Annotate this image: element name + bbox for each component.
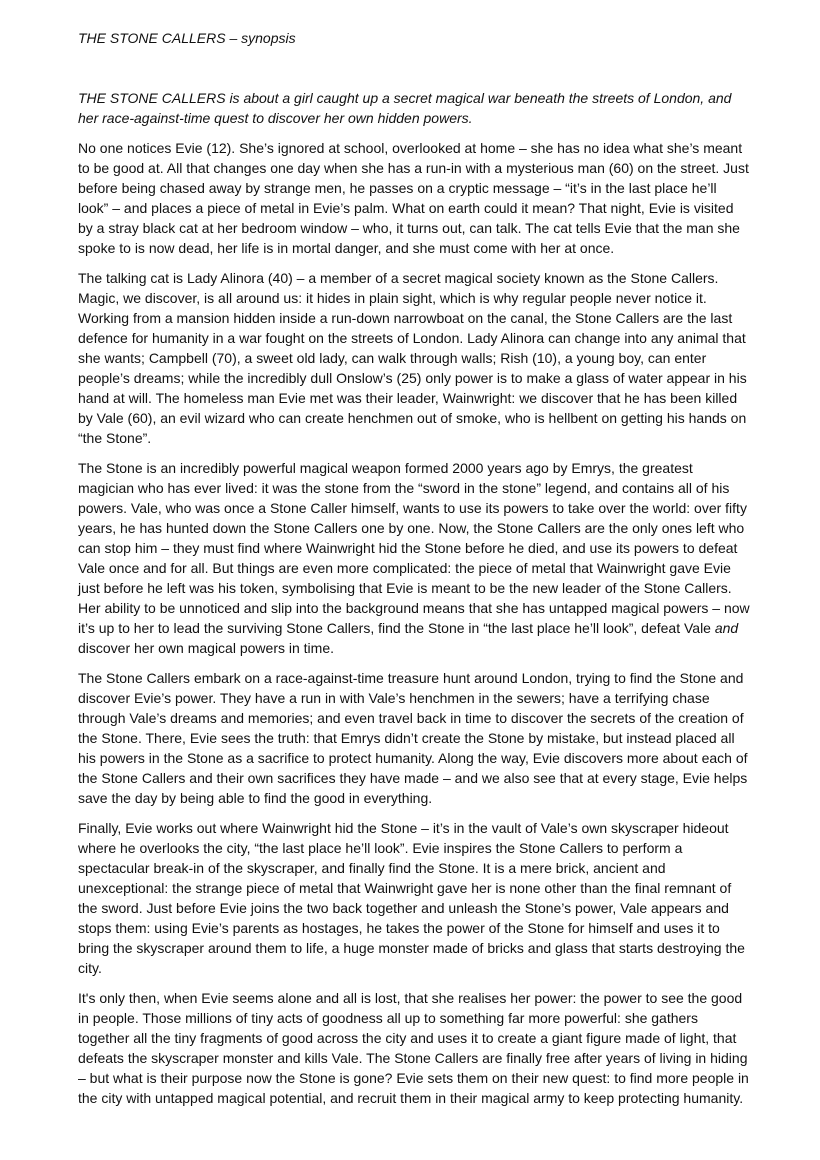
paragraph-3-text-before: The Stone is an incredibly powerful magical weapon formed 2000 years ago by Emrys, the greatest magician who has ever lived: it was the stone from the “sword in the stone” legend, and contains all of his powers. Vale, who was once a Stone Caller himself, wants to use its powers to take over the world: over fifty years, he has hunted down the Stone Callers one by one. Now, the Stone Callers are the only ones left who can stop him – they must find where Wainwright hid the Stone before he died, and use its powers to defeat Vale once and for all. But things are even more complicated: the piece of metal that Wainwright gave Evie just before he left was his token, symbolising that Evie is meant to be the new leader of the Stone Callers. Her ability to be unnoticed and slip into the background means that she has untapped magical powers – now it’s up to her to lead the surviving Stone Callers, find the Stone in “the last place he’ll look”, defeat Vale (78, 460, 750, 636)
document-page (78, 28, 750, 1118)
body-paragraph-5: Finally, Evie works out where Wainwright hid the Stone – it’s in the vault of Vale’s own skyscraper hideout where he overlooks the city, “the last place he’ll look”. Evie inspires the Stone Callers to perform a spectacular break-in of the skyscraper, and finally find the Stone. It is a mere brick, ancient and unexceptional: the strange piece of metal that Wainwright gave her is none other than the final remnant of the sword. Just before Evie joins the two back together and unleash the Stone’s power, Vale appears and stops them: using Evie’s parents as hostages, he takes the power of the Stone for himself and uses it to bring the skyscraper around them to life, a huge monster made of bricks and glass that starts destroying the city. (78, 820, 745, 976)
intro-paragraph: THE STONE CALLERS is about a girl caught up a secret magical war beneath the streets of London, and her race-against-time quest to discover her own hidden powers. (78, 90, 732, 126)
body-paragraph-1: No one notices Evie (12). She’s ignored at school, overlooked at home – she has no idea what she’s meant to be good at. All that changes one day when she has a run-in with a mysterious man (60) on the street. Just before being chased away by strange men, he passes on a cryptic message – “it’s in the last place he’ll look” – and places a piece of metal in Evie’s palm. What on earth could it mean? That night, Evie is visited by a stray black cat at her bedroom window – who, it turns out, can talk. The cat tells Evie that the man she spoke to is now dead, her life is in mortal danger, and she must come with her at once. (78, 140, 749, 256)
body-paragraph-4: The Stone Callers embark on a race-against-time treasure hunt around London, trying to find the Stone and discover Evie’s power. They have a run in with Vale’s henchmen in the sewers; have a terrifying chase through Vale’s dreams and memories; and even travel back in time to discover the secrets of the creation of the Stone. There, Evie sees the truth: that Emrys didn’t create the Stone by mistake, but instead placed all his powers in the Stone as a sacrifice to protect humanity. Along the way, Evie discovers more about each of the Stone Callers and their own sacrifices they have made – and we also see that at every stage, Evie helps save the day by being able to find the good in everything. (78, 670, 748, 806)
body-paragraph-6: It's only then, when Evie seems alone and all is lost, that she realises her power: the power to see the good in people. Those millions of tiny acts of goodness all up to something far more powerful: she gathers together all the tiny fragments of good across the city and uses it to create a giant figure made of light, that defeats the skyscraper monster and kills Vale. The Stone Callers are finally free after years of living in hiding – but what is their purpose now the Stone is gone? Evie sets them on their new quest: to find more people in the city with untapped magical potential, and recruit them in their magical army to keep protecting humanity. (78, 990, 749, 1106)
paragraph-3-text-after: discover her own magical powers in time. (78, 640, 334, 656)
document-header: THE STONE CALLERS – synopsis (78, 30, 296, 46)
paragraph-3-emphasis: and (714, 620, 739, 636)
body-paragraph-2: The talking cat is Lady Alinora (40) – a member of a secret magical society known as the Stone Callers. Magic, we discover, is all around us: it hides in plain sight, which is why regular people never notice it. Working from a mansion hidden inside a run-down narrowboat on the canal, the Stone Callers are the last defence for humanity in a war fought on the streets of London. Lady Alinora can change into any animal that she wants; Campbell (70), a sweet old lady, can walk through walls; Rish (10), a young boy, can enter people’s dreams; while the incredibly dull Onslow’s (25) only power is to make a glass of water appear in his hand at will. The homeless man Evie met was their leader, Wainwright: we discover that he has been killed by Vale (60), an evil wizard who can create henchmen out of smoke, who is hellbent on getting his hands on “the Stone”. (78, 270, 747, 446)
body-paragraph-3 (78, 458, 750, 658)
